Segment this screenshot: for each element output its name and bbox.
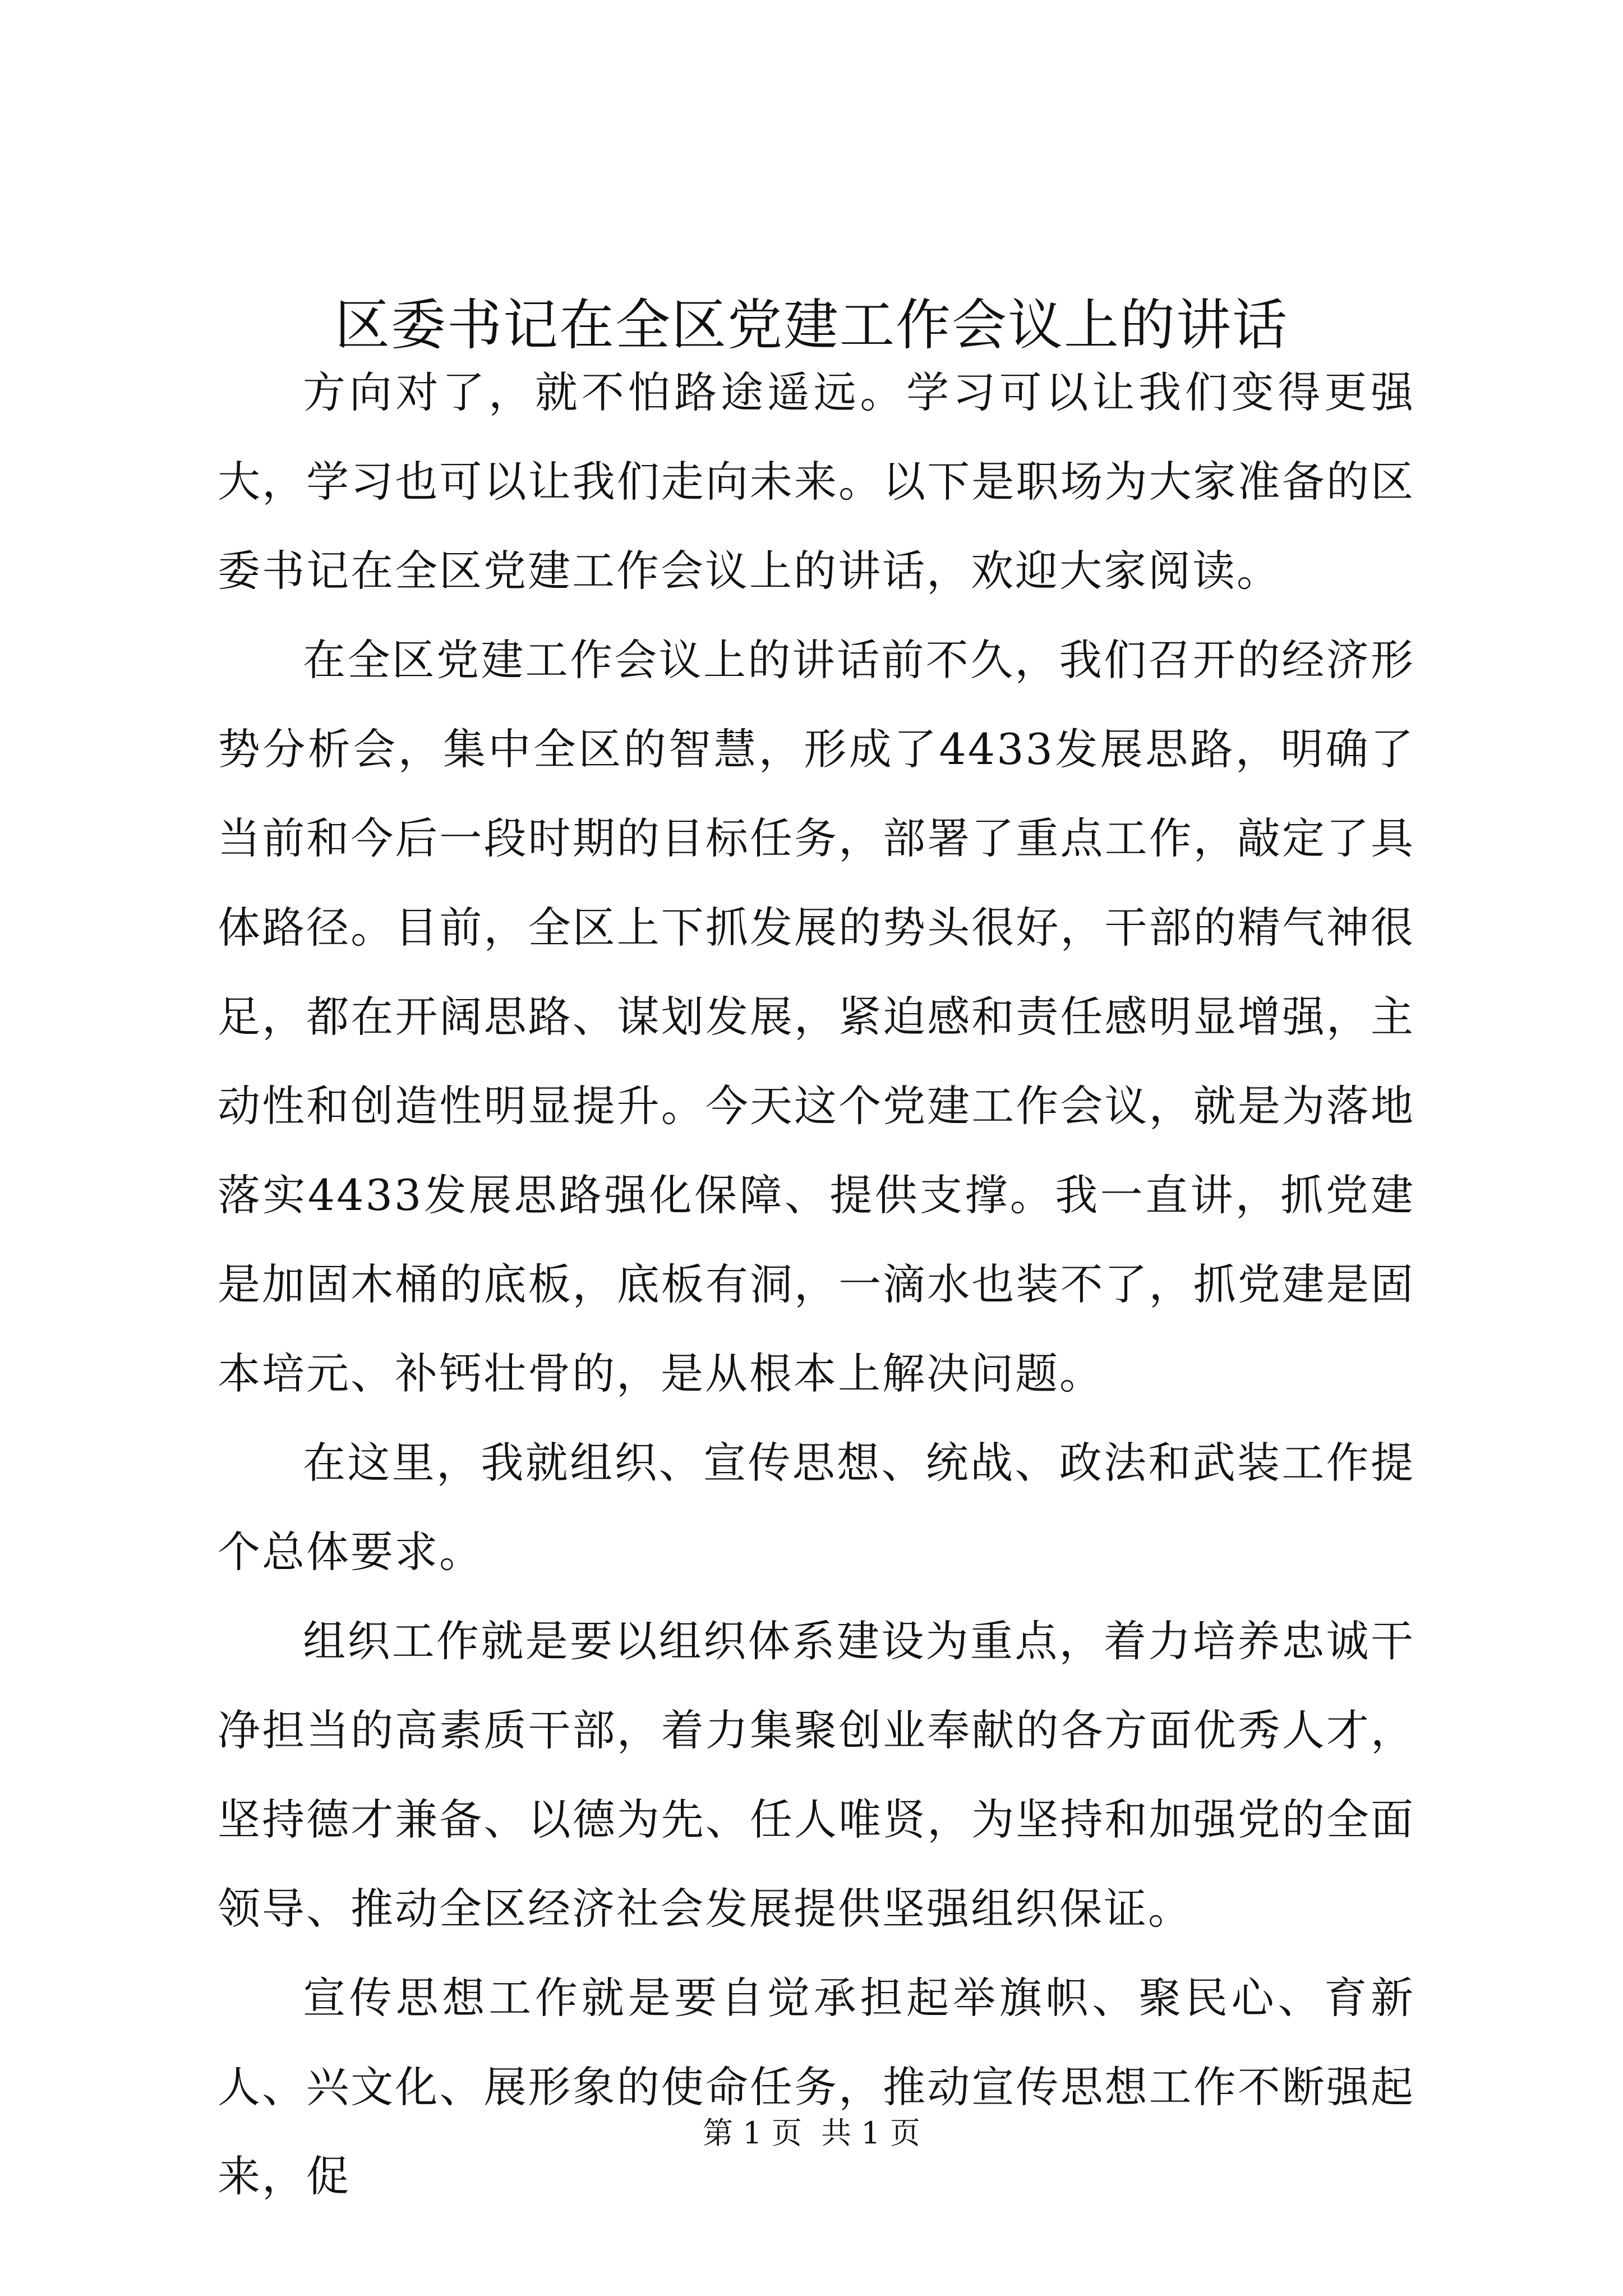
paragraph-intro: 方向对了，就不怕路途遥远。学习可以让我们变得更强大，学习也可以让我们走向未来。以下是职场为大家准备的区委书记在全区党建工作会议上的讲话，欢迎大家阅读。: [218, 367, 1415, 596]
paragraph-overall-requirements: 在这里，我就组织、宣传思想、统战、政法和武装工作提个总体要求。: [218, 1438, 1415, 1577]
page-number-label: 第 1 页 共 1 页: [703, 2115, 920, 2151]
paragraph-meeting-context: 在全区党建工作会议上的讲话前不久，我们召开的经济形势分析会，集中全区的智慧，形成了4433发展思路，明确了当前和今后一段时期的目标任务，部署了重点工作，敲定了具体路径。目前，全区上下抓发展的势头很好，干部的精气神很足，都在开阔思路、谋划发展，紧迫感和责任感明显增强，主动性和创造性明显提升。今天这个党建工作会议，就是为落地落实4433发展思路强化保障、提供支撑。我一直讲，抓党建是加固木桶的底板，底板有洞，一滴水也装不了，抓党建是固本培元、补钙壮骨的，是从根本上解决问题。: [218, 635, 1415, 1398]
document-body: [218, 348, 1415, 2221]
paragraph-organization-work: 组织工作就是要以组织体系建设为重点，着力培养忠诚干净担当的高素质干部，着力集聚创业奉献的各方面优秀人才，坚持德才兼备、以德为先、任人唯贤，为坚持和加强党的全面领导、推动全区经济社会发展提供坚强组织保证。: [218, 1616, 1415, 1934]
paragraph-propaganda-work: 宣传思想工作就是要自觉承担起举旗帜、聚民心、育新人、兴文化、展形象的使命任务，推动宣传思想工作不断强起来，促: [218, 1973, 1415, 2201]
document-title: 区委书记在全区党建工作会议上的讲话: [334, 293, 1288, 357]
page-footer: [0, 2114, 1623, 2153]
